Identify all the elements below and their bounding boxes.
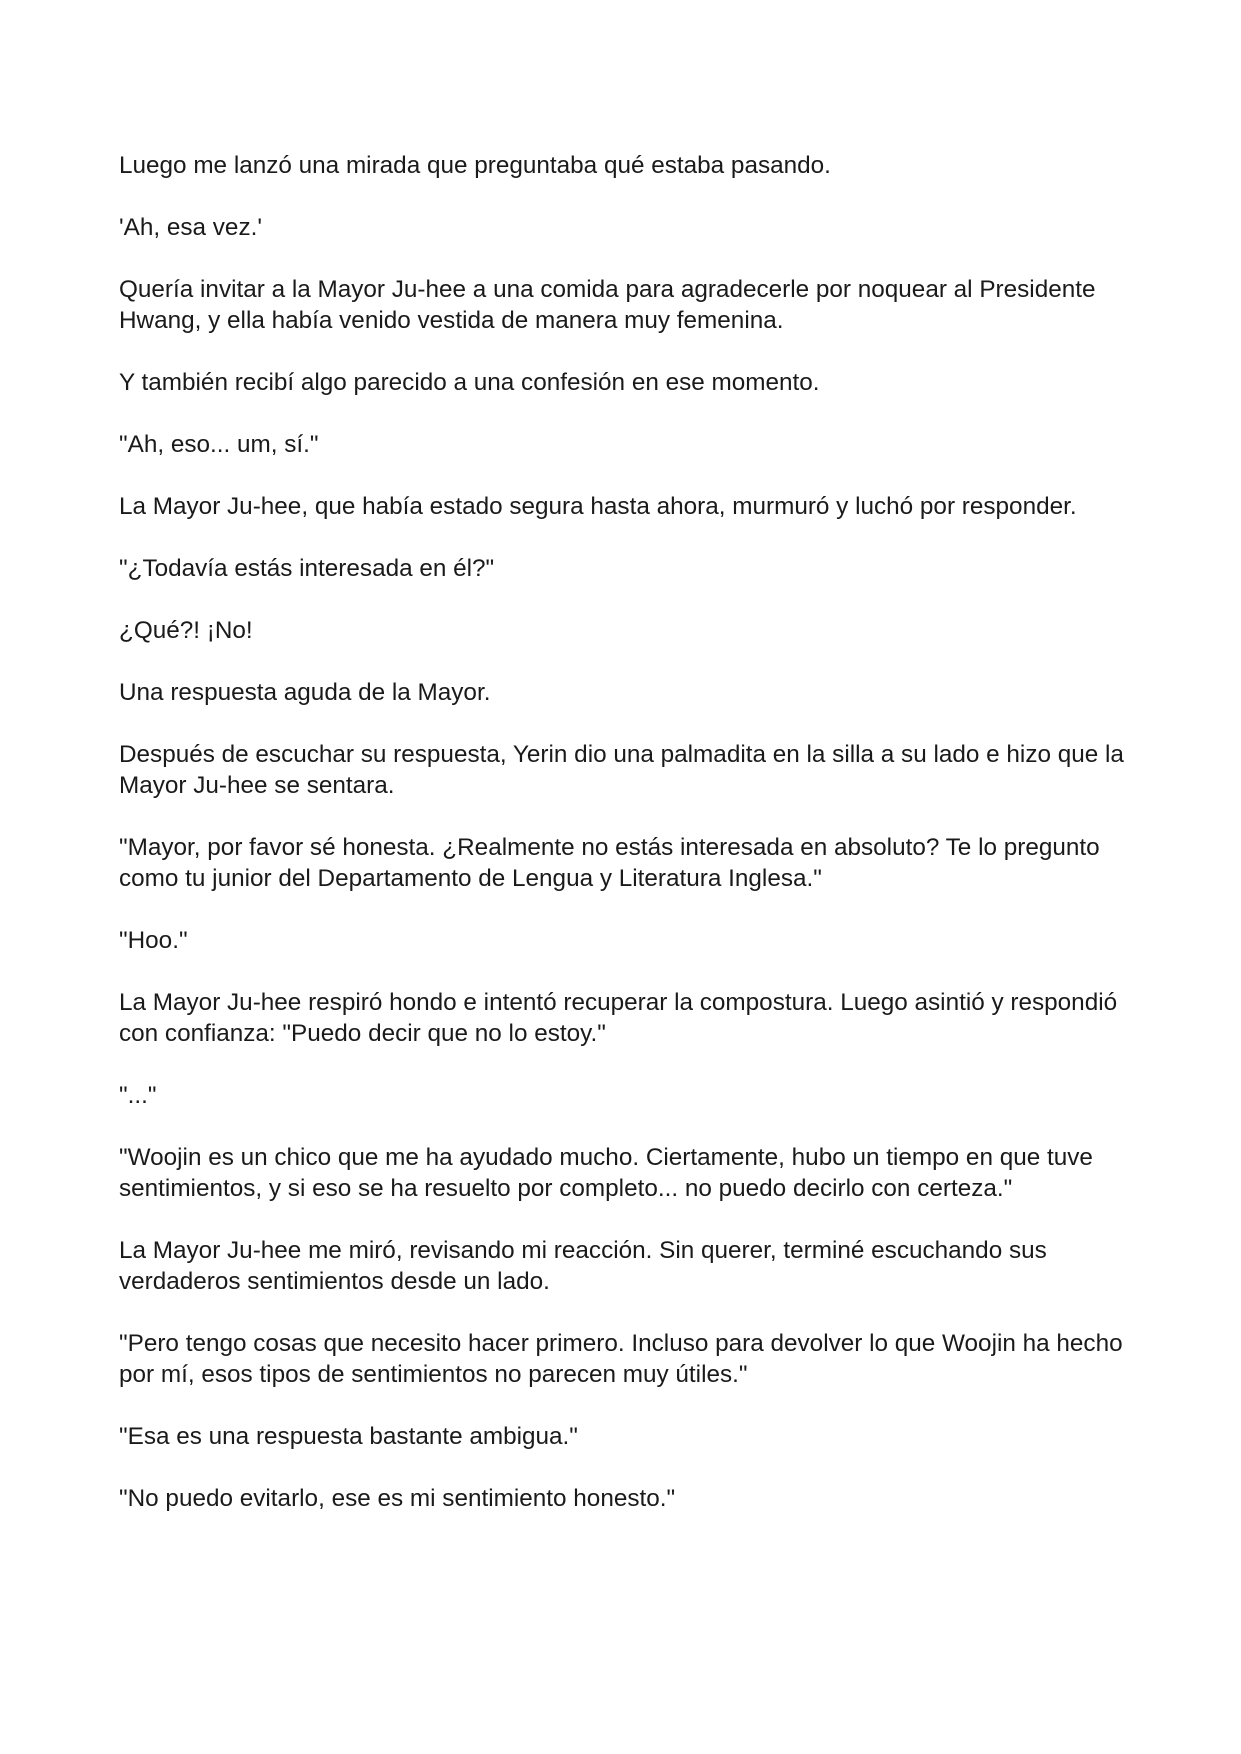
paragraph: Y también recibí algo parecido a una confesión en ese momento. bbox=[119, 369, 820, 396]
paragraph: "Woojin es un chico que me ha ayudado mucho. Ciertamente, hubo un tiempo en que tuve sentimientos, y si eso se ha resuelto por completo... no puedo decirlo con certeza." bbox=[119, 1144, 1093, 1202]
paragraph: "Hoo." bbox=[119, 927, 188, 954]
paragraph: "..." bbox=[119, 1082, 157, 1109]
paragraph: La Mayor Ju-hee me miró, revisando mi reacción. Sin querer, terminé escuchando sus verdaderos sentimientos desde un lado. bbox=[119, 1237, 1047, 1295]
paragraph: "Esa es una respuesta bastante ambigua." bbox=[119, 1423, 578, 1450]
paragraph: "Mayor, por favor sé honesta. ¿Realmente no estás interesada en absoluto? Te lo pregunto como tu junior del Departamento de Lengua y Literatura Inglesa." bbox=[119, 834, 1100, 892]
paragraph: 'Ah, esa vez.' bbox=[119, 214, 262, 241]
paragraph: Luego me lanzó una mirada que preguntaba qué estaba pasando. bbox=[119, 152, 831, 179]
paragraph: Quería invitar a la Mayor Ju-hee a una comida para agradecerle por noquear al Presidente Hwang, y ella había venido vestida de manera muy femenina. bbox=[119, 276, 1096, 334]
document-body bbox=[119, 150, 1139, 1545]
paragraph: "¿Todavía estás interesada en él?" bbox=[119, 555, 495, 582]
paragraph: ¿Qué?! ¡No! bbox=[119, 617, 253, 644]
paragraph: La Mayor Ju-hee respiró hondo e intentó recuperar la compostura. Luego asintió y respondió con confianza: "Puedo decir que no lo estoy." bbox=[119, 989, 1118, 1047]
paragraph: "Pero tengo cosas que necesito hacer primero. Incluso para devolver lo que Woojin ha hecho por mí, esos tipos de sentimientos no parecen muy útiles." bbox=[119, 1330, 1123, 1388]
paragraph: La Mayor Ju-hee, que había estado segura hasta ahora, murmuró y luchó por responder. bbox=[119, 493, 1077, 520]
paragraph: Después de escuchar su respuesta, Yerin dio una palmadita en la silla a su lado e hizo que la Mayor Ju-hee se sentara. bbox=[119, 741, 1124, 799]
paragraph: Una respuesta aguda de la Mayor. bbox=[119, 679, 491, 706]
paragraph: "Ah, eso... um, sí." bbox=[119, 431, 319, 458]
paragraph: "No puedo evitarlo, ese es mi sentimiento honesto." bbox=[119, 1485, 676, 1512]
